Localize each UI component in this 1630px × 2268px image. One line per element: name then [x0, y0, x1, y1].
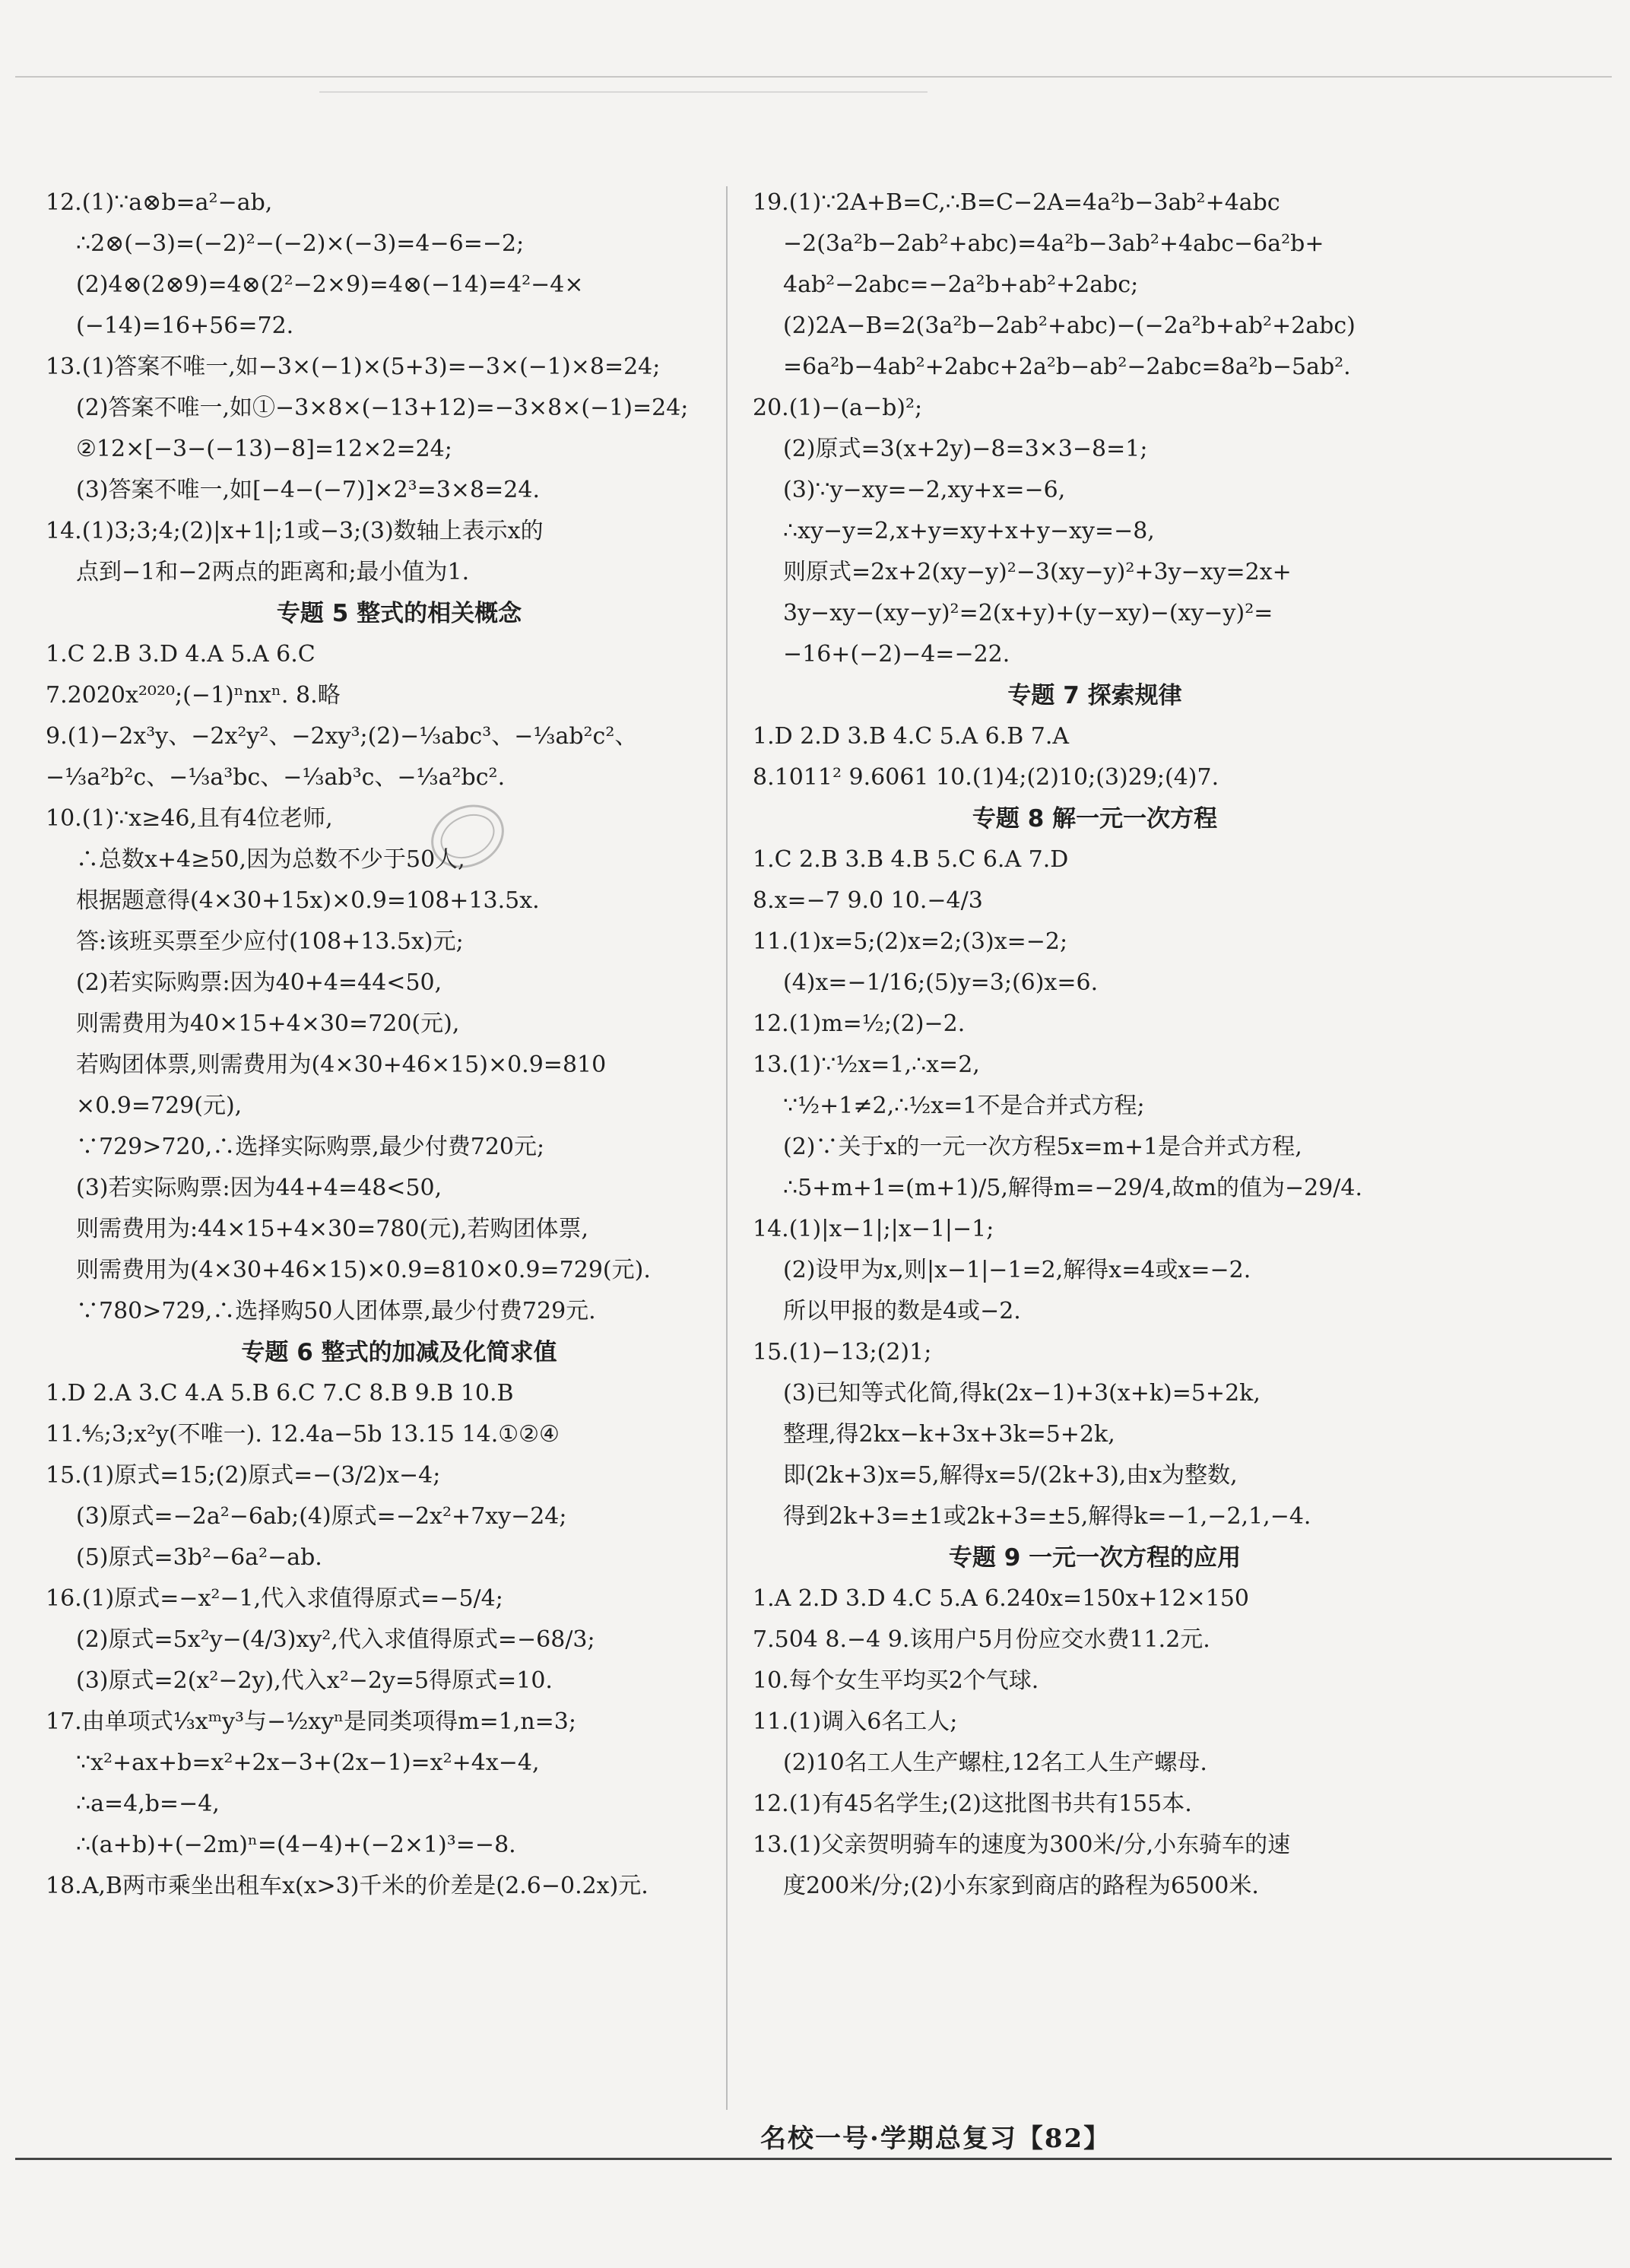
answer-line: 15.(1)原式=15;(2)原式=−(3/2)x−4; — [46, 1462, 441, 1489]
answer-line: ②12×[−3−(−13)−8]=12×2=24; — [76, 436, 452, 462]
answer-line: (3)已知等式化简,得k(2x−1)+3(x+k)=5+2k, — [783, 1380, 1261, 1407]
answer-line: (2)答案不唯一,如①−3×8×(−13+12)=−3×8×(−1)=24; — [76, 395, 689, 421]
answer-line: ∵780>729,∴选择购50人团体票,最少付费729元. — [76, 1298, 596, 1324]
answer-line: 20.(1)−(a−b)²; — [753, 395, 923, 421]
answer-line: 18.A,B两市乘坐出租车x(x>3)千米的价差是(2.6−0.2x)元. — [46, 1873, 649, 1899]
answer-line: 7.2020x²⁰²⁰;(−1)ⁿnxⁿ. 8.略 — [46, 682, 341, 709]
answer-line: 8.x=−7 9.0 10.−4/3 — [753, 887, 983, 914]
answer-line: 13.(1)父亲贺明骑车的速度为300米/分,小东骑车的速 — [753, 1832, 1291, 1858]
answer-line: (2)原式=3(x+2y)−8=3×3−8=1; — [783, 436, 1148, 462]
answer-line: 则原式=2x+2(xy−y)²−3(xy−y)²+3y−xy=2x+ — [783, 559, 1292, 585]
answer-line: ∴总数x+4≥50,因为总数不少于50人, — [76, 846, 465, 873]
answer-line: 10.每个女生平均买2个气球. — [753, 1667, 1039, 1694]
answer-line: 得到2k+3=±1或2k+3=±5,解得k=−1,−2,1,−4. — [783, 1503, 1311, 1530]
answer-line: (2)10名工人生产螺柱,12名工人生产螺母. — [783, 1749, 1207, 1776]
answer-line: 则需费用为40×15+4×30=720(元), — [76, 1010, 460, 1037]
answer-line: 16.(1)原式=−x²−1,代入求值得原式=−5/4; — [46, 1585, 503, 1612]
section-heading: 专题 6 整式的加减及化简求值 — [241, 1339, 557, 1366]
answer-line: 度200米/分;(2)小东家到商店的路程为6500米. — [783, 1873, 1259, 1899]
answer-line: 11.(1)调入6名工人; — [753, 1708, 958, 1735]
answer-line: 13.(1)答案不唯一,如−3×(−1)×(5+3)=−3×(−1)×8=24; — [46, 354, 661, 380]
answer-line: −⅓a²b²c、−⅓a³bc、−⅓ab³c、−⅓a²bc². — [46, 764, 506, 791]
answer-line: 根据题意得(4×30+15x)×0.9=108+13.5x. — [76, 887, 540, 914]
answer-line: (3)若实际购票:因为44+4=48<50, — [76, 1175, 442, 1201]
answer-line: 11.(1)x=5;(2)x=2;(3)x=−2; — [753, 928, 1068, 955]
answer-line: 10.(1)∵x≥46,且有4位老师, — [46, 805, 333, 832]
answer-line: 整理,得2kx−k+3x+3k=5+2k, — [783, 1421, 1115, 1448]
answer-line: 则需费用为(4×30+46×15)×0.9=810×0.9=729(元). — [76, 1257, 651, 1283]
answer-line: ∵x²+ax+b=x²+2x−3+(2x−1)=x²+4x−4, — [76, 1749, 540, 1776]
section-heading: 专题 7 探索规律 — [1007, 682, 1182, 709]
answer-line: 3y−xy−(xy−y)²=2(x+y)+(y−xy)−(xy−y)²= — [783, 600, 1273, 626]
answer-line: 1.C 2.B 3.D 4.A 5.A 6.C — [46, 641, 316, 668]
answer-line: (2)4⊗(2⊗9)=4⊗(2²−2×9)=4⊗(−14)=4²−4× — [76, 271, 584, 298]
answer-line: 14.(1)|x−1|;|x−1|−1; — [753, 1216, 994, 1242]
answer-line: 1.D 2.A 3.C 4.A 5.B 6.C 7.C 8.B 9.B 10.B — [46, 1380, 514, 1407]
column-divider — [726, 186, 728, 2110]
answer-line: ×0.9=729(元), — [76, 1093, 243, 1119]
answer-line: ∴5+m+1=(m+1)/5,解得m=−29/4,故m的值为−29/4. — [783, 1175, 1363, 1201]
answer-line: 9.(1)−2x³y、−2x²y²、−2xy³;(2)−⅓abc³、−⅓ab²c²、 — [46, 723, 638, 750]
section-heading: 专题 8 解一元一次方程 — [972, 805, 1218, 833]
answer-line: (2)∵关于x的一元一次方程5x=m+1是合并式方程, — [783, 1134, 1302, 1160]
answer-line: (3)答案不唯一,如[−4−(−7)]×2³=3×8=24. — [76, 477, 540, 503]
answer-line: =6a²b−4ab²+2abc+2a²b−ab²−2abc=8a²b−5ab². — [783, 354, 1351, 380]
answer-line: 7.504 8.−4 9.该用户5月份应交水费11.2元. — [753, 1626, 1210, 1653]
top-rule-secondary — [319, 91, 928, 93]
answer-line: ∴a=4,b=−4, — [76, 1791, 220, 1817]
answer-line: 12.(1)∵a⊗b=a²−ab, — [46, 189, 273, 216]
answer-line: 14.(1)3;3;4;(2)|x+1|;1或−3;(3)数轴上表示x的 — [46, 518, 544, 544]
answer-line: 若购团体票,则需费用为(4×30+46×15)×0.9=810 — [76, 1052, 607, 1078]
stamp-watermark-icon — [422, 791, 513, 882]
answer-line: 12.(1)有45名学生;(2)这批图书共有155本. — [753, 1791, 1192, 1817]
bottom-rule — [15, 2158, 1612, 2160]
answer-line: (2)设甲为x,则|x−1|−1=2,解得x=4或x=−2. — [783, 1257, 1251, 1283]
answer-line: 13.(1)∵½x=1,∴x=2, — [753, 1052, 980, 1078]
answer-line: (3)原式=−2a²−6ab;(4)原式=−2x²+7xy−24; — [76, 1503, 567, 1530]
answer-line: 则需费用为:44×15+4×30=780(元),若购团体票, — [76, 1216, 589, 1242]
top-rule — [15, 76, 1612, 78]
section-heading: 专题 9 一元一次方程的应用 — [948, 1544, 1242, 1572]
answer-line: ∵½+1≠2,∴½x=1不是合并式方程; — [783, 1093, 1145, 1119]
answer-line: (4)x=−1/16;(5)y=3;(6)x=6. — [783, 969, 1099, 996]
right-column — [753, 182, 1437, 1907]
section-heading: 专题 5 整式的相关概念 — [276, 600, 522, 627]
answer-line: (2)原式=5x²y−(4/3)xy²,代入求值得原式=−68/3; — [76, 1626, 595, 1653]
page-footer: 名校一号·学期总复习【82】 — [760, 2124, 1112, 2154]
answer-line: 所以甲报的数是4或−2. — [783, 1298, 1021, 1324]
answer-line: 1.C 2.B 3.B 4.B 5.C 6.A 7.D — [753, 846, 1069, 873]
answer-line: 15.(1)−13;(2)1; — [753, 1339, 932, 1366]
answer-line: 1.D 2.D 3.B 4.C 5.A 6.B 7.A — [753, 723, 1070, 750]
answer-line: 点到−1和−2两点的距离和;最小值为1. — [76, 559, 470, 585]
answer-line: 即(2k+3)x=5,解得x=5/(2k+3),由x为整数, — [783, 1462, 1238, 1489]
answer-line: (5)原式=3b²−6a²−ab. — [76, 1544, 322, 1571]
answer-line: (3)原式=2(x²−2y),代入x²−2y=5得原式=10. — [76, 1667, 553, 1694]
answer-line: (−14)=16+56=72. — [76, 312, 294, 339]
answer-line: 17.由单项式⅓xᵐy³与−½xyⁿ是同类项得m=1,n=3; — [46, 1708, 576, 1735]
answer-line: ∴xy−y=2,x+y=xy+x+y−xy=−8, — [783, 518, 1155, 544]
answer-line: ∵729>720,∴选择实际购票,最少付费720元; — [76, 1134, 545, 1160]
left-column — [46, 182, 753, 1907]
answer-line: −2(3a²b−2ab²+abc)=4a²b−3ab²+4abc−6a²b+ — [783, 230, 1324, 257]
answer-line: 12.(1)m=½;(2)−2. — [753, 1010, 966, 1037]
answer-line: (2)若实际购票:因为40+4=44<50, — [76, 969, 442, 996]
answer-line: ∴(a+b)+(−2m)ⁿ=(4−4)+(−2×1)³=−8. — [76, 1832, 516, 1858]
answer-line: 11.⅘;3;x²y(不唯一). 12.4a−5b 13.15 14.①②④ — [46, 1421, 560, 1448]
answer-line: 答:该班买票至少应付(108+13.5x)元; — [76, 928, 464, 955]
answer-line: 4ab²−2abc=−2a²b+ab²+2abc; — [783, 271, 1139, 298]
answer-line: ∴2⊗(−3)=(−2)²−(−2)×(−3)=4−6=−2; — [76, 230, 525, 257]
answer-line: 19.(1)∵2A+B=C,∴B=C−2A=4a²b−3ab²+4abc — [753, 189, 1280, 216]
answer-line: −16+(−2)−4=−22. — [783, 641, 1010, 668]
answer-line: (2)2A−B=2(3a²b−2ab²+abc)−(−2a²b+ab²+2abc) — [783, 312, 1356, 339]
answer-line: 8.1011² 9.6061 10.(1)4;(2)10;(3)29;(4)7. — [753, 764, 1219, 791]
answer-line: 1.A 2.D 3.D 4.C 5.A 6.240x=150x+12×150 — [753, 1585, 1250, 1612]
answer-line: (3)∵y−xy=−2,xy+x=−6, — [783, 477, 1066, 503]
